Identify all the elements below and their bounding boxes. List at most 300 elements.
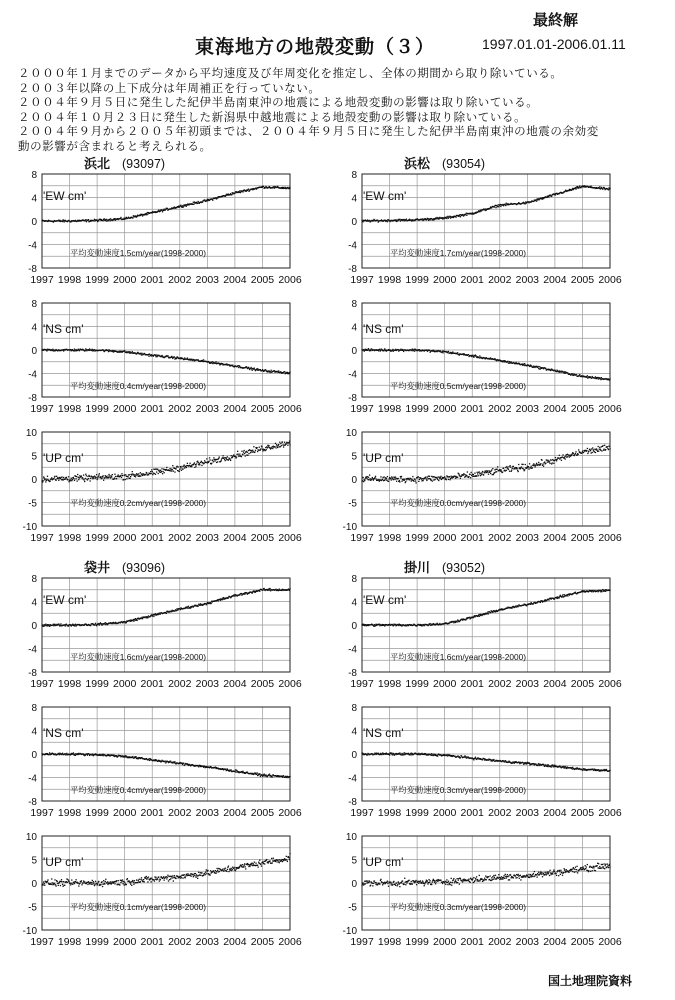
y-tick-label: 0 bbox=[31, 879, 37, 890]
data-point bbox=[122, 475, 123, 476]
data-point bbox=[368, 477, 369, 478]
data-point bbox=[524, 469, 525, 470]
data-point bbox=[601, 591, 602, 592]
data-point bbox=[107, 475, 108, 476]
annotation-label: 平均変動速度0.3cm/year(1998-2000) bbox=[390, 785, 527, 795]
data-point bbox=[448, 351, 449, 352]
data-point bbox=[219, 456, 220, 457]
x-tick-label: 2003 bbox=[195, 678, 220, 690]
data-point bbox=[161, 471, 162, 472]
data-point bbox=[488, 613, 489, 614]
data-point bbox=[586, 450, 587, 451]
data-point bbox=[378, 350, 379, 351]
y-tick-label: -8 bbox=[28, 797, 37, 808]
data-point bbox=[466, 215, 467, 216]
data-point bbox=[461, 476, 462, 477]
x-tick-label: 2002 bbox=[488, 532, 512, 544]
x-tick-label: 1998 bbox=[57, 532, 82, 544]
data-point bbox=[197, 461, 198, 462]
data-point bbox=[283, 775, 284, 776]
data-point bbox=[86, 475, 87, 476]
data-point bbox=[202, 202, 203, 203]
annotation-label: 平均変動速度0.0cm/year(1998-2000) bbox=[390, 498, 527, 508]
data-point bbox=[592, 452, 593, 453]
x-tick-label: 2000 bbox=[432, 532, 457, 544]
data-point bbox=[419, 479, 420, 480]
y-tick-label: 8 bbox=[351, 299, 357, 310]
data-point bbox=[65, 625, 66, 626]
data-point bbox=[442, 352, 443, 353]
annotation-label: 平均変動速度0.5cm/year(1998-2000) bbox=[390, 381, 527, 391]
y-tick-label: 4 bbox=[351, 597, 357, 609]
y-tick-label: -8 bbox=[348, 668, 357, 679]
data-point bbox=[531, 602, 532, 603]
data-point bbox=[390, 478, 391, 479]
x-tick-label: 2004 bbox=[543, 807, 567, 819]
data-point bbox=[162, 471, 163, 472]
data-point bbox=[414, 479, 415, 480]
data-point bbox=[288, 442, 289, 443]
data-point bbox=[551, 766, 552, 767]
x-tick-label: 2003 bbox=[515, 403, 540, 415]
data-point bbox=[231, 455, 232, 456]
x-tick-label: 2001 bbox=[140, 532, 164, 544]
data-point bbox=[262, 589, 263, 590]
data-point bbox=[74, 348, 75, 349]
data-point bbox=[83, 474, 84, 475]
data-point bbox=[136, 620, 137, 621]
data-point bbox=[460, 478, 461, 479]
data-point bbox=[81, 475, 82, 476]
data-point bbox=[132, 351, 133, 352]
data-point bbox=[206, 458, 207, 459]
data-point bbox=[492, 612, 493, 613]
data-point bbox=[375, 476, 376, 477]
data-point bbox=[127, 476, 128, 477]
data-point bbox=[483, 474, 484, 475]
data-point bbox=[183, 763, 184, 764]
data-point bbox=[162, 211, 163, 212]
data-point bbox=[97, 477, 98, 478]
data-point bbox=[238, 367, 239, 368]
component-label: 'NS cm' bbox=[43, 322, 84, 336]
data-point bbox=[607, 446, 608, 447]
x-tick-label: 2000 bbox=[432, 274, 457, 286]
data-point bbox=[545, 463, 546, 464]
data-point bbox=[425, 476, 426, 477]
data-point bbox=[247, 455, 248, 456]
data-point bbox=[90, 478, 91, 479]
data-point bbox=[261, 446, 262, 447]
data-point bbox=[509, 465, 510, 466]
data-point bbox=[451, 476, 452, 477]
data-point bbox=[88, 478, 89, 479]
x-tick-label: 2005 bbox=[570, 807, 595, 819]
x-tick-label: 2005 bbox=[250, 403, 275, 415]
x-tick-label: 1999 bbox=[405, 403, 429, 415]
data-point bbox=[256, 774, 257, 775]
data-point bbox=[118, 474, 119, 475]
data-point bbox=[129, 474, 130, 475]
data-point bbox=[429, 476, 430, 477]
component-label: 'NS cm' bbox=[43, 726, 84, 740]
data-point bbox=[194, 462, 195, 463]
x-tick-label: 1998 bbox=[377, 678, 402, 690]
data-point bbox=[231, 769, 232, 770]
data-point bbox=[179, 469, 180, 470]
data-point bbox=[567, 456, 568, 457]
data-point bbox=[222, 455, 223, 456]
x-tick-label: 2002 bbox=[488, 403, 512, 415]
data-point bbox=[488, 474, 489, 475]
data-point bbox=[114, 474, 115, 475]
x-tick-label: 2006 bbox=[598, 274, 622, 286]
data-point bbox=[449, 479, 450, 480]
data-point bbox=[289, 776, 290, 777]
data-point bbox=[398, 478, 399, 479]
data-point bbox=[552, 462, 553, 463]
data-point bbox=[284, 371, 285, 372]
station-name: 浜北 bbox=[84, 156, 111, 171]
data-point bbox=[508, 469, 509, 470]
data-point bbox=[87, 755, 88, 756]
data-point bbox=[50, 480, 51, 481]
x-tick-label: 2003 bbox=[515, 678, 540, 690]
data-point bbox=[180, 609, 181, 610]
data-point bbox=[282, 441, 283, 442]
data-point bbox=[161, 468, 162, 469]
data-point bbox=[260, 448, 261, 449]
x-tick-label: 1999 bbox=[405, 678, 429, 690]
data-point bbox=[452, 351, 453, 352]
data-point bbox=[193, 204, 194, 205]
data-point bbox=[156, 471, 157, 472]
data-point bbox=[582, 770, 583, 771]
y-tick-label: 4 bbox=[31, 193, 37, 205]
data-point bbox=[406, 218, 407, 219]
data-point bbox=[47, 476, 48, 477]
data-point bbox=[56, 476, 57, 477]
data-point bbox=[275, 443, 276, 444]
data-point bbox=[609, 379, 610, 380]
data-point bbox=[278, 370, 279, 371]
data-point bbox=[223, 457, 224, 458]
data-point bbox=[449, 476, 450, 477]
data-point bbox=[518, 606, 519, 607]
data-point bbox=[506, 466, 507, 467]
data-point bbox=[151, 469, 152, 470]
data-point bbox=[364, 480, 365, 481]
annotation-label: 平均変動速度0.2cm/year(1998-2000) bbox=[70, 498, 207, 508]
data-point bbox=[508, 466, 509, 467]
data-point bbox=[191, 466, 192, 467]
data-point bbox=[538, 462, 539, 463]
data-point bbox=[67, 479, 68, 480]
data-point bbox=[387, 221, 388, 222]
station-name: 掛川 bbox=[404, 560, 431, 575]
component-label: 'NS cm' bbox=[363, 322, 404, 336]
data-point bbox=[226, 458, 227, 459]
data-point bbox=[494, 358, 495, 359]
data-point bbox=[609, 770, 610, 771]
data-point bbox=[102, 475, 103, 476]
y-tick-label: 0 bbox=[31, 217, 37, 228]
data-point bbox=[532, 467, 533, 468]
x-tick-label: 2000 bbox=[432, 678, 457, 690]
data-point bbox=[469, 474, 470, 475]
component-label: 'EW cm' bbox=[43, 189, 87, 203]
data-point bbox=[533, 463, 534, 464]
data-point bbox=[214, 460, 215, 461]
x-tick-label: 2000 bbox=[432, 403, 457, 415]
data-point bbox=[102, 220, 103, 221]
data-point bbox=[198, 766, 199, 767]
data-point bbox=[51, 878, 52, 879]
data-point bbox=[415, 482, 416, 483]
data-point bbox=[536, 200, 537, 201]
data-point bbox=[284, 442, 285, 443]
data-point bbox=[126, 622, 127, 623]
y-tick-label: -4 bbox=[28, 369, 37, 381]
data-point bbox=[387, 476, 388, 477]
data-point bbox=[252, 450, 253, 451]
x-tick-label: 2003 bbox=[195, 936, 220, 948]
y-tick-label: -4 bbox=[28, 240, 37, 252]
data-point bbox=[233, 454, 234, 455]
data-point bbox=[228, 597, 229, 598]
data-point bbox=[241, 456, 242, 457]
data-point bbox=[123, 479, 124, 480]
data-point bbox=[479, 471, 480, 472]
x-tick-label: 1997 bbox=[30, 936, 54, 948]
data-point bbox=[45, 478, 46, 479]
data-point bbox=[477, 473, 478, 474]
x-tick-label: 2006 bbox=[278, 532, 302, 544]
data-point bbox=[473, 759, 474, 760]
x-tick-label: 1998 bbox=[377, 807, 402, 819]
y-tick-label: 0 bbox=[351, 475, 357, 486]
data-point bbox=[73, 752, 74, 753]
data-point bbox=[289, 590, 290, 591]
x-tick-label: 2001 bbox=[140, 403, 164, 415]
data-point bbox=[440, 477, 441, 478]
data-point bbox=[549, 461, 550, 462]
data-point bbox=[213, 457, 214, 458]
data-point bbox=[460, 757, 461, 758]
data-point bbox=[409, 754, 410, 755]
x-tick-label: 2006 bbox=[598, 532, 622, 544]
data-point bbox=[229, 458, 230, 459]
x-tick-label: 2003 bbox=[195, 807, 220, 819]
data-point bbox=[186, 206, 187, 207]
data-point bbox=[51, 884, 52, 885]
data-point bbox=[212, 459, 213, 460]
data-point bbox=[92, 349, 93, 350]
y-tick-label: 0 bbox=[31, 621, 37, 632]
data-point bbox=[255, 450, 256, 451]
x-tick-label: 2001 bbox=[460, 678, 484, 690]
data-point bbox=[242, 454, 243, 455]
data-point bbox=[126, 478, 127, 479]
data-point bbox=[180, 466, 181, 467]
data-point bbox=[181, 470, 182, 471]
page-title: 東海地方の地殻変動（３） bbox=[195, 36, 436, 58]
x-tick-label: 2006 bbox=[598, 678, 622, 690]
data-point bbox=[125, 479, 126, 480]
data-point bbox=[204, 460, 205, 461]
data-point bbox=[248, 189, 249, 190]
data-point bbox=[590, 450, 591, 451]
data-point bbox=[187, 357, 188, 358]
data-point bbox=[47, 879, 48, 880]
data-point bbox=[413, 481, 414, 482]
data-point bbox=[172, 465, 173, 466]
data-point bbox=[96, 474, 97, 475]
data-point bbox=[241, 451, 242, 452]
data-point bbox=[575, 453, 576, 454]
data-point bbox=[599, 447, 600, 448]
data-point bbox=[84, 481, 85, 482]
data-point bbox=[522, 762, 523, 763]
annotation-label: 平均変動速度0.4cm/year(1998-2000) bbox=[70, 381, 207, 391]
data-point bbox=[148, 474, 149, 475]
x-tick-label: 2002 bbox=[168, 807, 192, 819]
y-tick-label: -8 bbox=[348, 264, 357, 275]
data-point bbox=[524, 363, 525, 364]
data-point bbox=[250, 452, 251, 453]
component-label: 'UP cm' bbox=[363, 451, 404, 465]
data-point bbox=[96, 625, 97, 626]
data-point bbox=[540, 464, 541, 465]
data-point bbox=[259, 773, 260, 774]
data-point bbox=[178, 466, 179, 467]
data-point bbox=[186, 467, 187, 468]
data-point bbox=[245, 593, 246, 594]
data-point bbox=[173, 470, 174, 471]
status-label: 最終解 bbox=[533, 11, 579, 29]
data-point bbox=[221, 459, 222, 460]
data-point bbox=[260, 776, 261, 777]
data-point bbox=[473, 474, 474, 475]
x-tick-label: 2005 bbox=[570, 403, 595, 415]
data-point bbox=[93, 477, 94, 478]
data-point bbox=[164, 472, 165, 473]
x-tick-label: 2004 bbox=[223, 936, 247, 948]
data-point bbox=[470, 477, 471, 478]
data-point bbox=[567, 595, 568, 596]
y-tick-label: 0 bbox=[351, 621, 357, 632]
data-point bbox=[60, 623, 61, 624]
data-point bbox=[108, 477, 109, 478]
data-point bbox=[280, 443, 281, 444]
data-point bbox=[476, 472, 477, 473]
data-point bbox=[282, 777, 283, 778]
data-point bbox=[573, 453, 574, 454]
y-tick-label: 8 bbox=[351, 703, 357, 714]
data-point bbox=[130, 476, 131, 477]
data-point bbox=[98, 475, 99, 476]
data-point bbox=[170, 761, 171, 762]
x-tick-label: 2006 bbox=[278, 403, 302, 415]
y-tick-label: -4 bbox=[348, 773, 357, 785]
data-point bbox=[166, 467, 167, 468]
y-tick-label: -4 bbox=[348, 369, 357, 381]
data-point bbox=[369, 474, 370, 475]
data-point bbox=[556, 460, 557, 461]
data-point bbox=[286, 443, 287, 444]
data-point bbox=[438, 480, 439, 481]
data-point bbox=[266, 775, 267, 776]
data-point bbox=[446, 218, 447, 219]
x-tick-label: 1997 bbox=[350, 532, 374, 544]
data-point bbox=[89, 480, 90, 481]
data-point bbox=[174, 761, 175, 762]
data-point bbox=[62, 753, 63, 754]
data-point bbox=[394, 755, 395, 756]
x-tick-label: 2001 bbox=[140, 678, 164, 690]
x-tick-label: 1999 bbox=[85, 532, 109, 544]
data-point bbox=[511, 361, 512, 362]
data-point bbox=[227, 768, 228, 769]
data-point bbox=[593, 449, 594, 450]
x-tick-label: 2004 bbox=[223, 274, 247, 286]
data-point bbox=[235, 772, 236, 773]
data-point bbox=[403, 351, 404, 352]
data-point bbox=[116, 478, 117, 479]
data-point bbox=[391, 476, 392, 477]
data-point bbox=[399, 480, 400, 481]
data-point bbox=[88, 219, 89, 220]
data-point bbox=[234, 193, 235, 194]
data-point bbox=[395, 476, 396, 477]
data-point bbox=[506, 203, 507, 204]
data-point bbox=[595, 452, 596, 453]
data-point bbox=[374, 477, 375, 478]
data-point bbox=[575, 451, 576, 452]
data-point bbox=[503, 468, 504, 469]
annotation-label: 平均変動速度0.4cm/year(1998-2000) bbox=[70, 785, 207, 795]
x-tick-label: 2002 bbox=[168, 274, 192, 286]
data-point bbox=[140, 475, 141, 476]
data-point bbox=[549, 463, 550, 464]
data-point bbox=[189, 465, 190, 466]
data-point bbox=[393, 753, 394, 754]
data-point bbox=[491, 207, 492, 208]
data-point bbox=[388, 481, 389, 482]
data-point bbox=[562, 594, 563, 595]
y-tick-label: 5 bbox=[31, 855, 37, 867]
x-tick-label: 1999 bbox=[85, 274, 109, 286]
data-point bbox=[538, 366, 539, 367]
data-point bbox=[384, 476, 385, 477]
x-tick-label: 2001 bbox=[140, 936, 164, 948]
data-point bbox=[54, 476, 55, 477]
data-point bbox=[108, 474, 109, 475]
data-point bbox=[396, 481, 397, 482]
data-point bbox=[429, 219, 430, 220]
y-tick-label: 8 bbox=[31, 574, 37, 585]
data-point bbox=[278, 444, 279, 445]
data-point bbox=[281, 445, 282, 446]
x-tick-label: 2005 bbox=[570, 274, 595, 286]
data-point bbox=[587, 378, 588, 379]
data-point bbox=[559, 458, 560, 459]
data-point bbox=[76, 476, 77, 477]
x-tick-label: 2002 bbox=[168, 936, 192, 948]
component-label: 'EW cm' bbox=[363, 593, 407, 607]
y-tick-label: -5 bbox=[28, 498, 37, 510]
data-point bbox=[482, 759, 483, 760]
